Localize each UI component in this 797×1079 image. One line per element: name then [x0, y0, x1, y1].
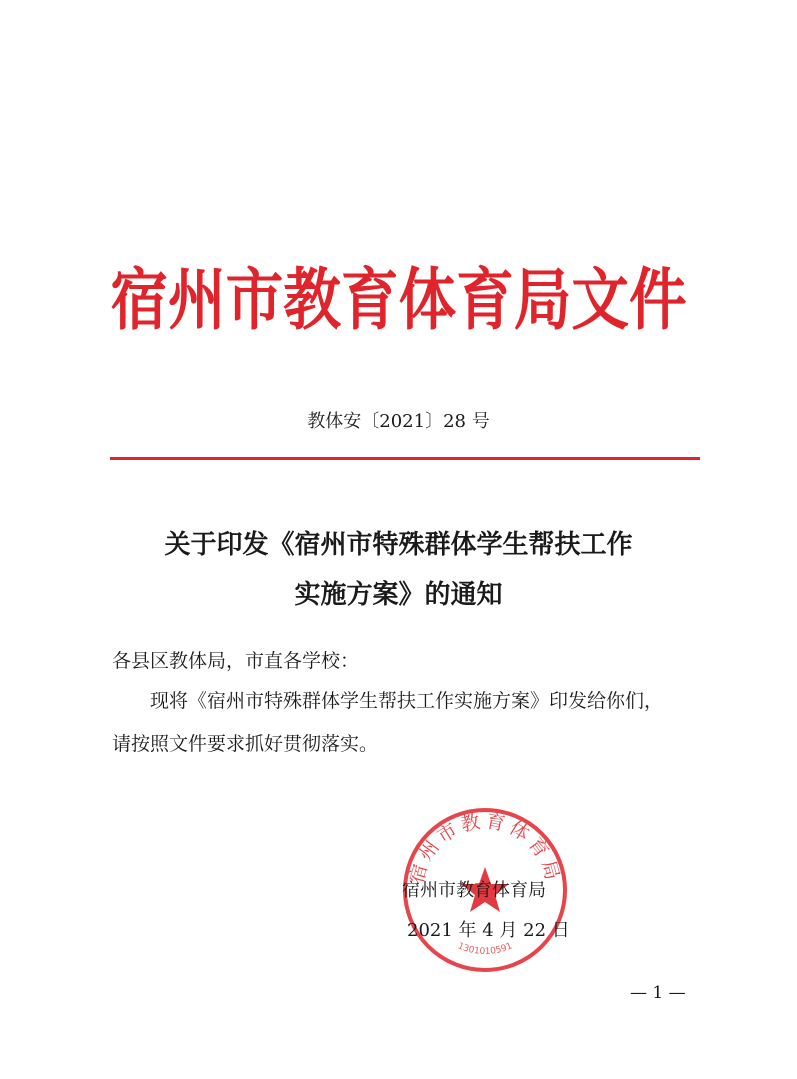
body-paragraph-line-1: 现将《宿州市特殊群体学生帮扶工作实施方案》印发给你们，: [150, 690, 664, 712]
signature-organization: 宿州市教育体育局: [402, 880, 546, 901]
salutation: 各县区教体局，市直各学校：: [112, 650, 360, 672]
title-line-2: 实施方案》的通知: [294, 580, 503, 610]
title-line-1: 关于印发《宿州市特殊群体学生帮扶工作: [164, 530, 633, 560]
seal-text: 宿州市教育体育局: [405, 810, 565, 886]
header-divider: [110, 457, 700, 460]
document-title: [0, 520, 797, 620]
document-masthead: 宿州市教育体育局文件: [110, 261, 687, 339]
seal-code: 1301010591: [456, 941, 514, 958]
page-number: — 1 —: [630, 983, 686, 1003]
body-paragraph-line-2: 请按照文件要求抓好贯彻落实。: [112, 733, 379, 755]
document-number: 教体安〔2021〕28 号: [307, 411, 490, 432]
signature-date: 2021 年 4 月 22 日: [407, 920, 570, 941]
